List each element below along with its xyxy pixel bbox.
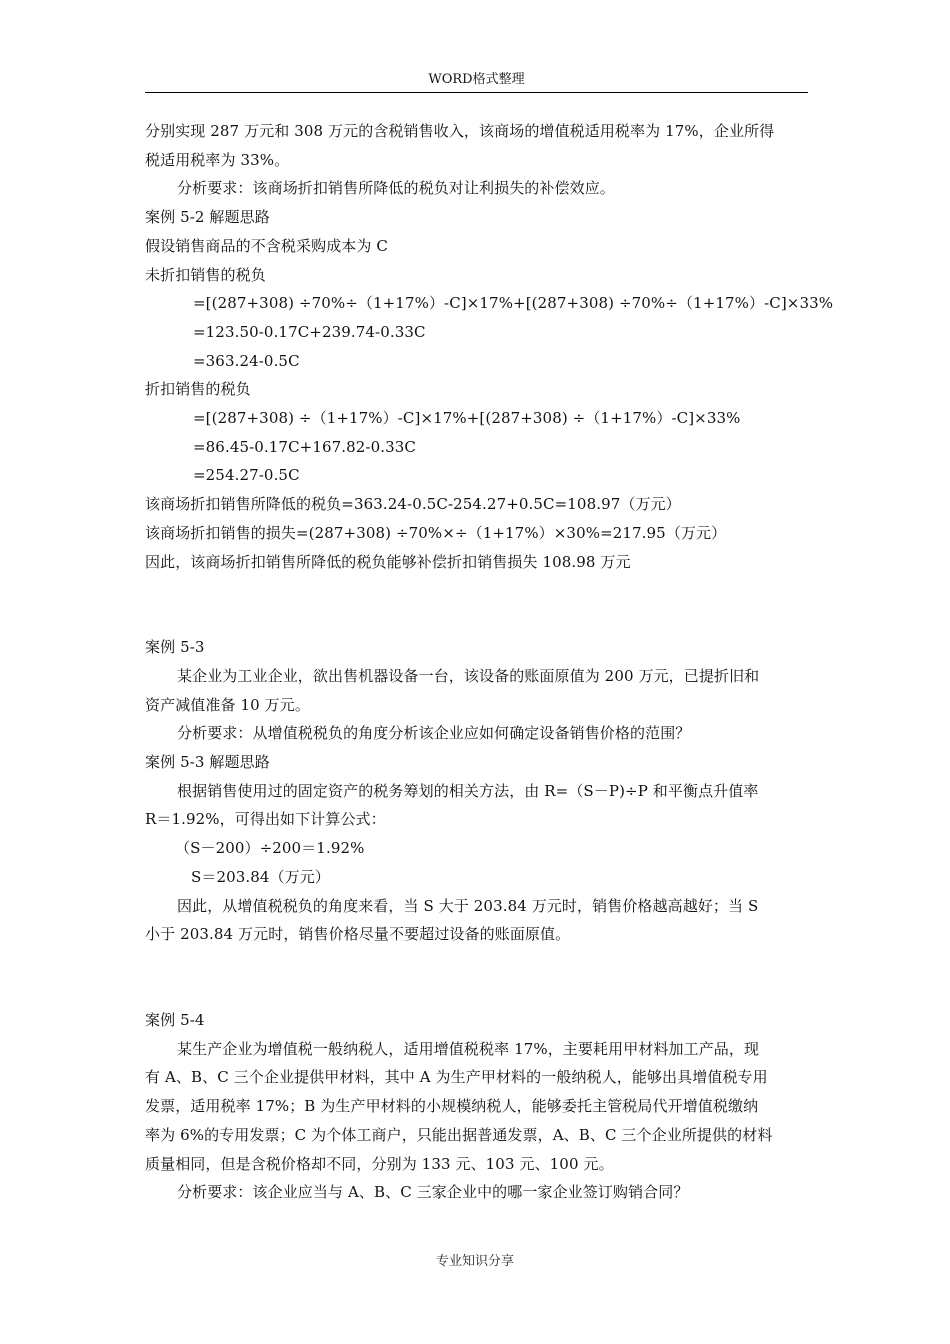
analysis-requirement: 分析要求：该企业应当与 A、B、C 三家企业中的哪一家企业签订购销合同？ <box>177 1183 689 1202</box>
section-heading: 案例 5-2 解题思路 <box>145 208 270 227</box>
formula-line: =86.45-0.17C+167.82-0.33C <box>193 437 416 456</box>
paragraph-line: 根据销售使用过的固定资产的税务筹划的相关方法，由 R=（S－P)÷P 和平衡点升值率 <box>177 781 759 800</box>
paragraph-line: 率为 6%的专用发票；C 为个体工商户，只能出据普通发票，A、B、C 三个企业所提供的材料 <box>145 1125 773 1144</box>
formula-line: =363.24-0.5C <box>193 351 300 370</box>
subheading: 折扣销售的税负 <box>145 380 251 399</box>
page-header <box>145 70 808 93</box>
paragraph-line: 小于 203.84 万元时，销售价格尽量不要超过设备的账面原值。 <box>145 925 571 944</box>
document-body <box>145 117 834 1207</box>
paragraph-line: 发票，适用税率 17%；B 为生产甲材料的小规模纳税人，能够委托主管税局代开增值税缴纳 <box>145 1097 759 1116</box>
paragraph-line: 某生产企业为增值税一般纳税人，适用增值税税率 17%，主要耗用甲材料加工产品，现 <box>177 1039 760 1058</box>
formula-line: （S－200）÷200＝1.92% <box>175 839 365 858</box>
formula-line: =[(287+308) ÷70%÷（1+17%）-C]×17%+[(287+308) ÷70%÷（1+17%）-C]×33% <box>193 294 834 313</box>
paragraph-line: 质量相同，但是含税价格却不同，分别为 133 元、103 元、100 元。 <box>145 1154 614 1173</box>
paragraph-line: 税适用税率为 33%。 <box>145 150 290 169</box>
paragraph-line: 分别实现 287 万元和 308 万元的含税销售收入，该商场的增值税适用税率为 17%，企业所得 <box>145 122 775 140</box>
paragraph-line: R＝1.92%，可得出如下计算公式： <box>145 810 386 829</box>
section-heading: 案例 5-3 解题思路 <box>145 753 270 772</box>
analysis-requirement: 分析要求：从增值税税负的角度分析该企业应如何确定设备销售价格的范围？ <box>177 724 691 743</box>
paragraph-line: 因此，该商场折扣销售所降低的税负能够补偿折扣销售损失 108.98 万元 <box>145 552 631 571</box>
paragraph-line: 资产减值准备 10 万元。 <box>145 695 310 714</box>
paragraph-line: 该商场折扣销售所降低的税负=363.24-0.5C-254.27+0.5C=108.97（万元） <box>145 495 681 514</box>
formula-line: =254.27-0.5C <box>193 466 300 485</box>
paragraph-line: 某企业为工业企业，欲出售机器设备一台，该设备的账面原值为 200 万元，已提折旧和 <box>177 666 760 685</box>
paragraph-line: 因此，从增值税税负的角度来看，当 S 大于 203.84 万元时，销售价格越高越好；当 S <box>177 896 759 915</box>
formula-line: S＝203.84（万元） <box>191 867 330 886</box>
formula-line: =[(287+308) ÷（1+17%）-C]×17%+[(287+308) ÷（1+17%）-C]×33% <box>193 409 741 428</box>
paragraph-line: 有 A、B、C 三个企业提供甲材料，其中 A 为生产甲材料的一般纳税人，能够出具增值税专用 <box>145 1068 768 1087</box>
footer-text: 专业知识分享 <box>435 1254 514 1269</box>
paragraph-line: 假设销售商品的不含税采购成本为 C <box>145 236 388 255</box>
page-footer <box>0 1250 950 1269</box>
subheading: 未折扣销售的税负 <box>145 265 266 284</box>
paragraph-line: 该商场折扣销售的损失=(287+308) ÷70%×÷（1+17%）×30%=217.95（万元） <box>145 523 727 542</box>
analysis-requirement: 分析要求：该商场折扣销售所降低的税负对让利损失的补偿效应。 <box>177 179 615 198</box>
section-heading: 案例 5-4 <box>145 1010 205 1029</box>
section-heading: 案例 5-3 <box>145 638 205 657</box>
header-title: WORD格式整理 <box>428 72 525 87</box>
formula-line: =123.50-0.17C+239.74-0.33C <box>193 322 426 341</box>
